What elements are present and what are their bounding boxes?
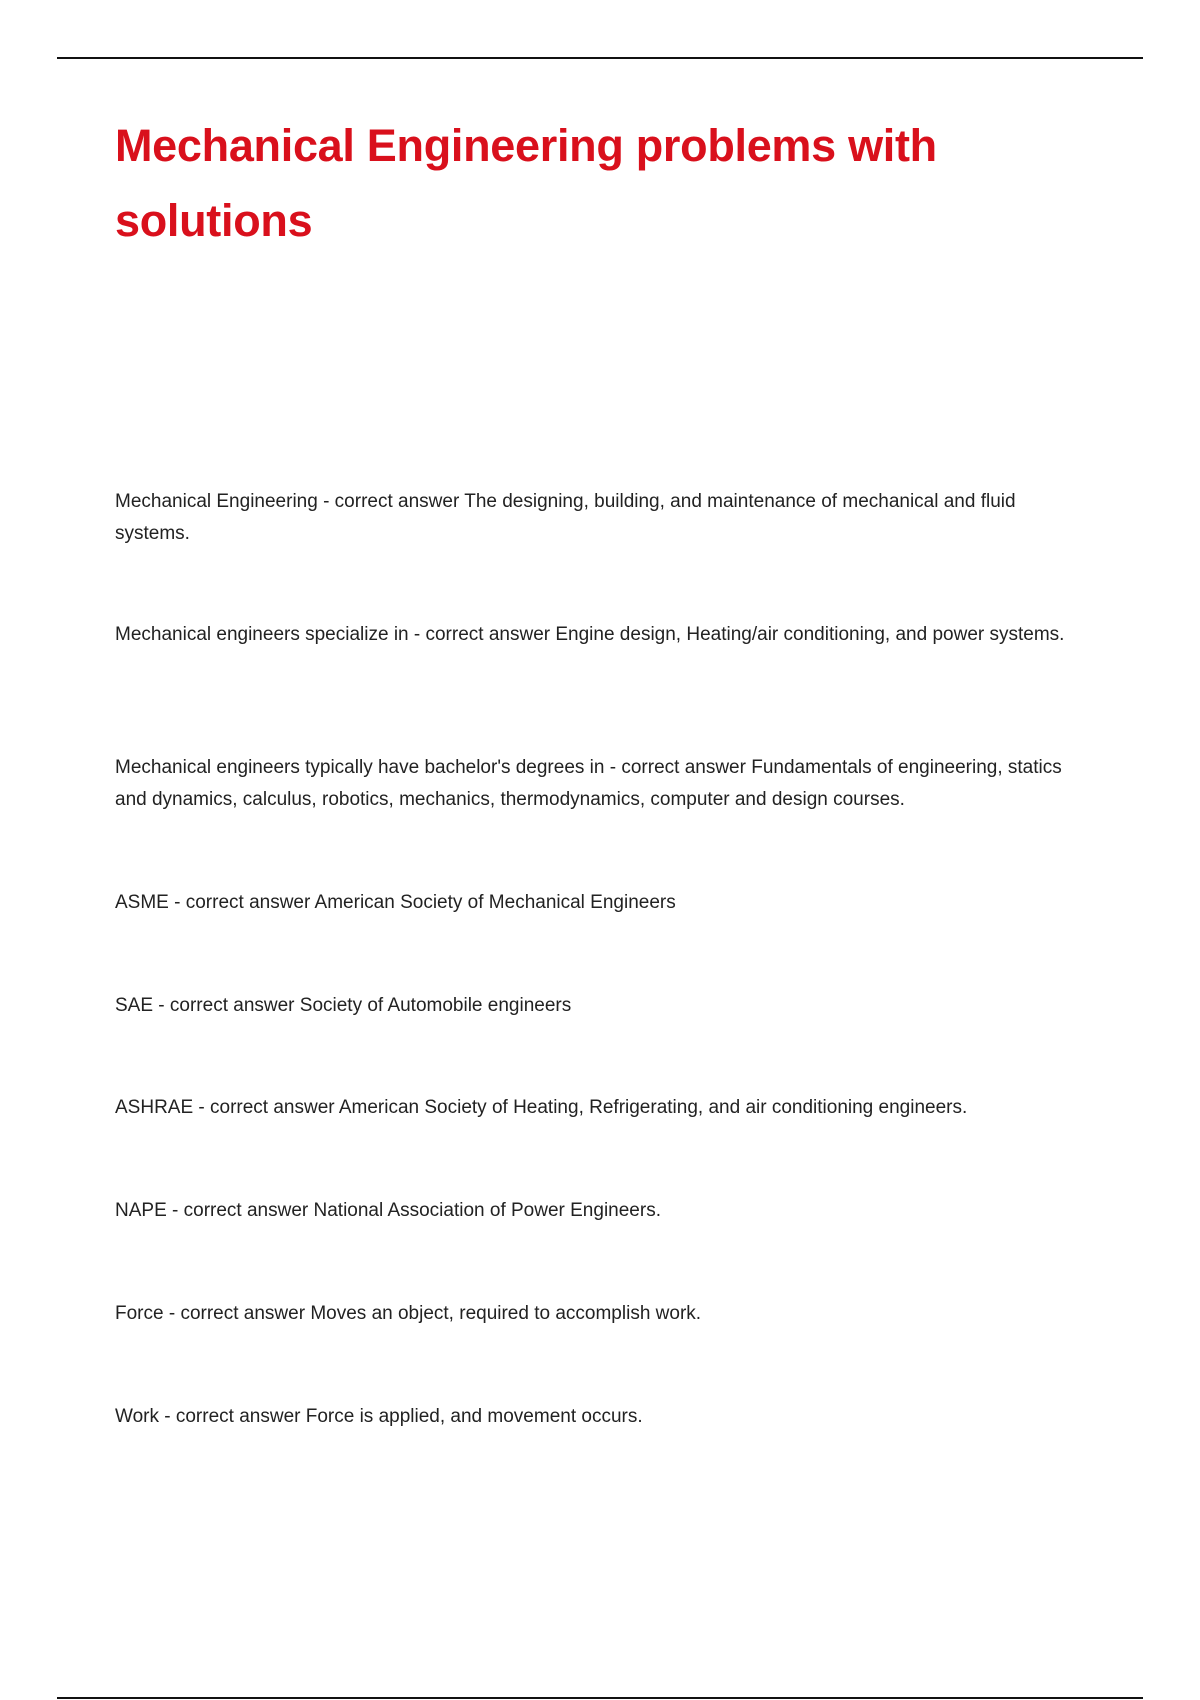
qa-entry-asme: ASME - correct answer American Society of Mechanical Engineers (115, 892, 676, 913)
qa-entry-nape: NAPE - correct answer National Association of Power Engineers. (115, 1200, 661, 1221)
qa-entry-degrees: Mechanical engineers typically have bachelor's degrees in - correct answer Fundamentals of engineering, statics and dynamics, calculus, robotics, mechanics, thermodynamics, computer and design courses. (115, 757, 1062, 810)
page-title: Mechanical Engineering problems with solutions (115, 120, 937, 246)
qa-entry-force: Force - correct answer Moves an object, required to accomplish work. (115, 1303, 702, 1324)
qa-entry-ashrae: ASHRAE - correct answer American Society of Heating, Refrigerating, and air conditioning engineers. (115, 1097, 968, 1118)
qa-entry-sae: SAE - correct answer Society of Automobile engineers (115, 995, 572, 1016)
qa-entry-specialize: Mechanical engineers specialize in - correct answer Engine design, Heating/air conditioning, and power systems. (115, 624, 1065, 645)
top-rule (57, 57, 1143, 59)
qa-entry-mechanical-engineering: Mechanical Engineering - correct answer The designing, building, and maintenance of mechanical and fluid systems. (115, 491, 1016, 544)
bottom-rule (57, 1697, 1143, 1699)
qa-entry-work: Work - correct answer Force is applied, and movement occurs. (115, 1406, 643, 1427)
